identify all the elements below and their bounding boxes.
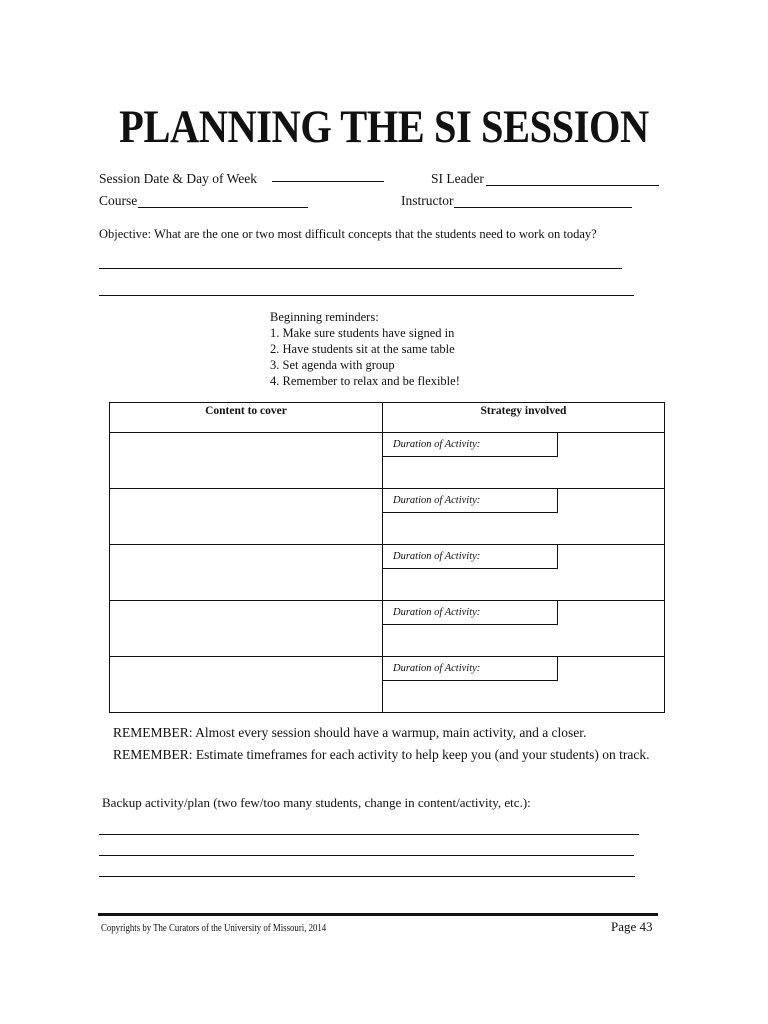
reminder-item: 3. Set agenda with group [270, 358, 395, 372]
duration-box[interactable] [382, 489, 558, 513]
content-cell[interactable] [110, 433, 383, 489]
duration-box[interactable] [382, 433, 558, 457]
page-title: PLANNING THE SI SESSION [119, 101, 649, 153]
duration-box[interactable] [382, 545, 558, 569]
copyright-notice: Copyrights by The Curators of the University of Missouri, 2014 [101, 923, 327, 934]
course-line[interactable] [138, 207, 308, 208]
strategy-cell[interactable] [383, 657, 665, 713]
backup-plan-prompt: Backup activity/plan (two few/too many students, change in content/activity, etc.): [102, 795, 531, 810]
table-row [110, 657, 665, 713]
remember-note-1: REMEMBER: Almost every session should have a warmup, main activity, and a closer. [113, 725, 587, 740]
strategy-cell[interactable] [383, 433, 665, 489]
si-leader-line[interactable] [486, 185, 659, 186]
table-row [110, 489, 665, 545]
strategy-cell[interactable] [383, 489, 665, 545]
footer-rule [98, 913, 658, 916]
strategy-cell[interactable] [383, 601, 665, 657]
objective-line-2[interactable] [99, 295, 634, 296]
session-date-label: Session Date & Day of Week [99, 171, 258, 186]
objective-prompt: Objective: What are the one or two most difficult concepts that the students need to work on today? [99, 227, 597, 241]
strategy-cell[interactable] [383, 545, 665, 601]
duration-label: Duration of Activity: [393, 439, 481, 450]
table-row [110, 545, 665, 601]
table-row [110, 433, 665, 489]
duration-box[interactable] [382, 657, 558, 681]
table-header-row [110, 403, 665, 433]
duration-label: Duration of Activity: [393, 551, 481, 562]
backup-line-3[interactable] [99, 876, 635, 877]
content-cell[interactable] [110, 545, 383, 601]
session-date-line[interactable] [272, 181, 384, 182]
beginning-reminders [270, 309, 460, 389]
content-cell[interactable] [110, 489, 383, 545]
reminder-item: 4. Remember to relax and be flexible! [270, 374, 460, 388]
content-cell[interactable] [110, 657, 383, 713]
duration-box[interactable] [382, 601, 558, 625]
objective-line-1[interactable] [99, 268, 622, 269]
instructor-label: Instructor [401, 193, 454, 208]
reminder-item: 2. Have students sit at the same table [270, 342, 455, 356]
reminders-heading: Beginning reminders: [270, 310, 379, 324]
course-label: Course [99, 193, 138, 208]
backup-line-1[interactable] [99, 834, 639, 835]
page-number: Page 43 [611, 919, 653, 934]
duration-label: Duration of Activity: [393, 663, 481, 674]
strategy-column-header: Strategy involved [383, 403, 665, 433]
instructor-line[interactable] [454, 207, 632, 208]
duration-label: Duration of Activity: [393, 607, 481, 618]
table-row [110, 601, 665, 657]
si-leader-label: SI Leader [431, 171, 484, 186]
duration-label: Duration of Activity: [393, 495, 481, 506]
backup-line-2[interactable] [99, 855, 634, 856]
content-cell[interactable] [110, 601, 383, 657]
content-column-header: Content to cover [110, 403, 383, 433]
remember-note-2: REMEMBER: Estimate timeframes for each activity to help keep you (and your students) on track. [113, 747, 650, 762]
reminder-item: 1. Make sure students have signed in [270, 326, 455, 340]
session-plan-table [109, 402, 665, 713]
